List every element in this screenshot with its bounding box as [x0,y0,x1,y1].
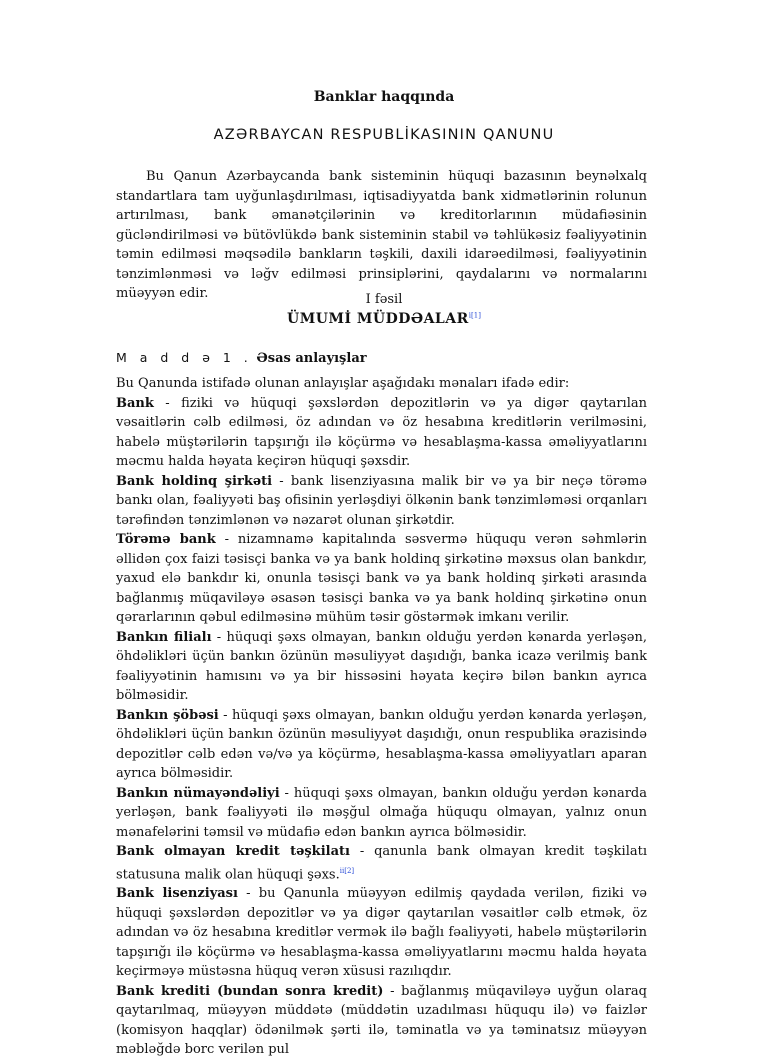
definition-text: - bu Qanunla müəyyən edilmiş qaydada verilən, fiziki və hüquqi şəxslərdən depozitlər və ya digər qaytarılan vəsaitlər cəlb etmək, öz adından və öz hesabına kreditlər vermək ilə bağlı fəaliyyəti, habelə müştərilərin tapşırığı ilə köçürmə və hesablaşma-kassa əməliyyatlarını məcmu halda həyata keçirməyə müstəsna hüquq verən xüsusi razılıqdır. [116,886,647,980]
definition-paragraph [116,472,647,531]
definition-text: - hüquqi şəxs olmayan, bankın olduğu yerdən kənarda yerləşən, bank fəaliyyəti ilə məşğul olmağa hüququ olmayan, yalnız onun mənafelərini təmsil və müdafiə edən bankın ayrıca bölməsidir. [116,785,647,840]
definition-text: - fiziki və hüquqi şəxslərdən depozitlərin və ya digər qaytarılan vəsaitlərin cəlb edilməsi, öz adından və öz hesabına kreditlərin verilməsini, habelə müştərilərin tapşırığı ilə köçürmə və hesablaşma-kassa əməliyyatlarını məcmu halda həyata keçirən hüquqi şəxsdir. [116,395,647,469]
chapter-label: I fəsil [365,292,403,307]
definition-text: - bağlanmış müqaviləyə uyğun olaraq qaytarılmaq, müəyyən müddətə (müddətin uzadılması hüququ ilə) və faizlər (komisyon haqqlar) ödənilmək şərti ilə, təminatla və ya təminatsız müəyyən məbləğdə borc verilən pul [116,983,647,1058]
definition-paragraph [116,394,647,472]
definition-text: - nizamnamə kapitalında səsvermə hüququ verən səhmlərin əllidən çox faizi təsisçi banka və ya bank holdinq şirkətinə məxsus olan bankdır, yaxud elə bankdır ki, onunla təsisçi bank və ya bank holdinq şirkəti arasında bağlanmış müqaviləyə əsasən təsisçi banka və ya bank holdinq şirkətinə onun qərarlarının qəbul edilməsinə mühüm təsir göstərmək imkanı verilir. [116,532,647,625]
definition-paragraph [116,530,647,628]
definition-paragraph [116,982,647,1060]
definition-paragraph [116,784,647,843]
definition-text: - hüquqi şəxs olmayan, bankın olduğu yerdən kənarda yerləşən, öhdəlikləri üçün bankın özünün məsuliyyət daşıdığı, onun respublika ərazisində depozitlər cəlb edən və/və ya köçürmə, hesablaşma-kassa əməliyyatları aparan ayrıca bölməsidir. [116,707,647,781]
definition-paragraph [116,884,647,982]
definition-text: - qanunla bank olmayan kredit təşkilatı statusuna malik olan hüquqi şəxs. [116,844,647,882]
footnote-link[interactable]: i[1] [468,311,481,320]
definition-term: Bank olmayan kredit təşkilatı [116,844,350,859]
definition-text: - hüquqi şəxs olmayan, bankın olduğu yerdən kənarda yerləşən, öhdəlikləri üçün bankın özünün məsuliyyət daşıdığı, banka icazə verilmiş bank fəaliyyətinin hamısını və ya bir hissəsini həyata keçirə bilən bankın ayrıca bölməsidir. [116,629,647,703]
definition-paragraph [116,628,647,706]
chapter-title-text: ÜMUMİ MÜDDƏALAR [287,311,469,327]
definition-term: Bankın şöbəsi [116,707,219,723]
definition-term: Bankın filialı [116,629,212,645]
definition-term: Törəmə bank [116,532,216,547]
article-label: M a d d ə 1 . [116,350,253,365]
chapter-title [0,311,768,327]
definition-paragraph [116,706,647,784]
footnote-link[interactable]: ii[2] [339,866,355,875]
document-title: Banklar haqqında [313,89,455,105]
definition-term: Bank [116,395,154,411]
intro-paragraph: Bu Qanun Azərbaycanda bank sisteminin hüquqi bazasının beynəlxalq standartlara tam uyğunlaşdırılması, iqtisadiyyatda bank xidmətlərinin rolunun artırılması, bank əmanətçilərinin və kreditorlarının müdafiəsinin gücləndirilməsi və bütövlükdə bank sisteminin stabil və təhlükəsiz fəaliyyətinin təmin edilməsi məqsədilə bankların təşkili, daxili idarəedilməsi, fəaliyyətinin tənzimlənməsi və ləğv edilməsi prinsiplərini, qaydalarını və normalarını müəyyən edir. [116,169,647,301]
definition-term: Bank krediti (bundan sonra kredit) [116,983,384,999]
article-heading [116,350,367,366]
article-title: Əsas anlayışlar [256,351,367,366]
definition-paragraph [116,842,647,884]
definition-term: Bank lisenziyası [116,886,238,902]
document-subtitle: AZƏRBAYCAN RESPUBLİKASININ QANUNU [213,127,555,143]
definition-term: Bank holdinq şirkəti [116,473,273,489]
definition-text: - bank lisenziyasına malik bir və ya bir neçə törəmə bankı olan, fəaliyyəti baş ofisinin yerləşdiyi ölkənin bank tənzimləməsi orqanları tərəfindən tənzimlənən və nəzarət olunan şirkətdir. [116,473,647,528]
definitions-body [116,374,647,1060]
definition-term: Bankın nümayəndəliyi [116,785,280,801]
lead-paragraph: Bu Qanunda istifadə olunan anlayışlar aşağıdakı mənaları ifadə edir: [116,376,570,391]
